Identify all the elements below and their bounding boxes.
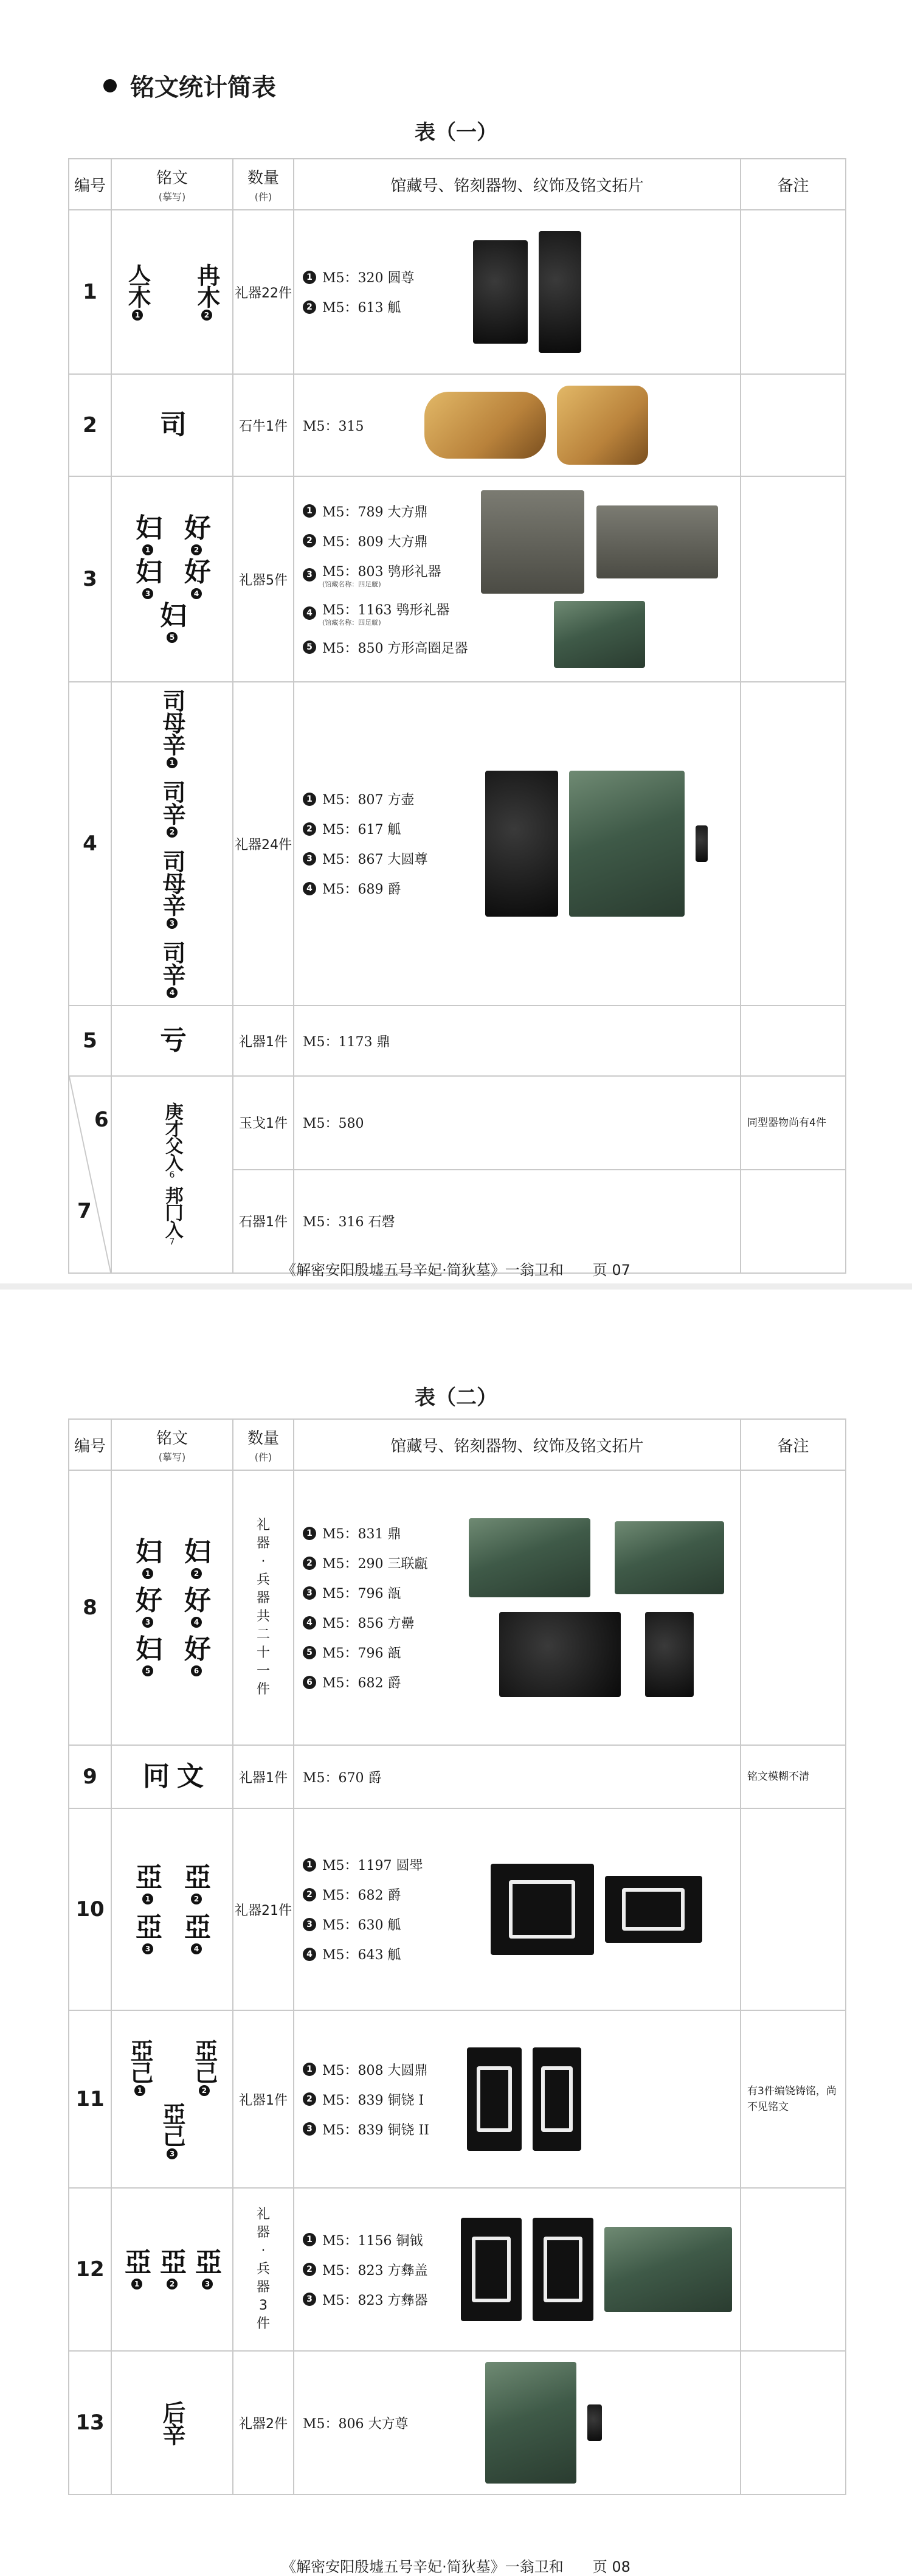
rubbing-image bbox=[696, 825, 708, 862]
inscription-drawing bbox=[111, 476, 233, 682]
note: 铭文模糊不清 bbox=[741, 1745, 846, 1808]
inscription-drawing bbox=[111, 682, 233, 1005]
note bbox=[741, 374, 846, 476]
header-inscription-label: 铭文 bbox=[156, 169, 188, 187]
glyph: 亞 4 bbox=[184, 1912, 209, 1953]
glyph: 妇 5 bbox=[160, 600, 184, 642]
row-number: 4 bbox=[69, 682, 111, 1005]
catalog-item: 5 M5：796 瓿 bbox=[303, 1643, 461, 1662]
catalog-item: 2 M5：682 爵 bbox=[303, 1885, 461, 1904]
table-row bbox=[69, 2188, 846, 2351]
row-number: 5 bbox=[69, 1005, 111, 1076]
table-row bbox=[69, 1745, 846, 1808]
rubbing-image bbox=[491, 1864, 594, 1955]
row-number: 9 bbox=[69, 1745, 111, 1808]
note: 同型器物尚有4件 bbox=[741, 1076, 846, 1170]
inscription-drawing bbox=[111, 1470, 233, 1745]
glyph: 妇 3 bbox=[136, 557, 160, 598]
glyph: 邦冂入 7 bbox=[161, 1186, 183, 1247]
row-number: 7 bbox=[77, 1199, 92, 1223]
catalog-item: 3 M5：867 大圆尊 bbox=[303, 849, 461, 868]
quantity: 石牛1件 bbox=[233, 374, 294, 476]
catalog-cell bbox=[294, 2010, 741, 2188]
inscription-table-1 bbox=[68, 158, 846, 1274]
table-row bbox=[69, 2010, 846, 2188]
catalog-cell bbox=[294, 1005, 741, 1076]
header-inscription bbox=[111, 1419, 233, 1470]
catalog-item: 3 M5：803 鸮形礼器 (馆藏名称：四足觥) bbox=[303, 561, 468, 589]
glyph: 亼木 1 bbox=[124, 263, 152, 319]
catalog-cell bbox=[294, 1808, 741, 2010]
note bbox=[741, 210, 846, 374]
quantity: 礼器22件 bbox=[233, 210, 294, 374]
catalog-item: 3 M5：823 方彝器 bbox=[303, 2290, 461, 2309]
inscription-table-2 bbox=[68, 1418, 846, 2495]
row-number: 2 bbox=[69, 374, 111, 476]
note bbox=[741, 476, 846, 682]
section-title-text: 铭文统计简表 bbox=[130, 74, 276, 102]
section-title bbox=[103, 68, 276, 103]
row-number: 6 bbox=[94, 1108, 109, 1132]
glyph: 亞己 1 bbox=[126, 2039, 154, 2095]
catalog-item: 2 M5：839 铜铙 I bbox=[303, 2090, 461, 2109]
catalog-item: 2 M5：823 方彝盖 bbox=[303, 2260, 461, 2279]
header-inscription-sub: (摹写) bbox=[158, 191, 186, 203]
catalog-cell bbox=[294, 2188, 741, 2351]
note bbox=[741, 682, 846, 1005]
row-number: 12 bbox=[69, 2188, 111, 2351]
catalog-item: M5：806 大方尊 bbox=[303, 2416, 409, 2432]
quantity: 礼器1件 bbox=[233, 2010, 294, 2188]
catalog-item: 1 M5：1197 圆斝 bbox=[303, 1855, 461, 1874]
header-note: 备注 bbox=[741, 1419, 846, 1470]
rubbing-image bbox=[533, 2047, 581, 2151]
rubbing-image bbox=[499, 1612, 621, 1697]
catalog-item: 1 M5：320 圆尊 bbox=[303, 268, 461, 286]
header-quantity bbox=[233, 1419, 294, 1470]
rubbing-image bbox=[485, 771, 558, 917]
bronze-vessel-photo bbox=[469, 1518, 590, 1597]
page-separator bbox=[0, 1283, 912, 1290]
bronze-zun-photo bbox=[569, 771, 685, 917]
bronze-zun-photo bbox=[485, 2362, 576, 2484]
catalog-item: M5：315 bbox=[303, 418, 364, 434]
header-quantity-label: 数量 bbox=[247, 169, 279, 187]
glyph: 妇 2 bbox=[184, 1536, 209, 1578]
inscription-drawing bbox=[111, 1076, 233, 1273]
header-quantity-label: 数量 bbox=[247, 1429, 279, 1448]
glyph: 亞 3 bbox=[136, 1912, 160, 1953]
inscription-drawing bbox=[111, 1745, 233, 1808]
glyph: 亏 bbox=[160, 1025, 184, 1056]
catalog-item: 2 M5：809 大方鼎 bbox=[303, 532, 468, 550]
note bbox=[741, 1470, 846, 1745]
glyph: 庚才父入 6 bbox=[161, 1102, 183, 1180]
header-note: 备注 bbox=[741, 159, 846, 210]
page-footer: 《解密安阳殷墟五号辛妃·简狄墓》一翁卫和 页 07 bbox=[282, 1262, 630, 1279]
note bbox=[741, 1808, 846, 2010]
header-catalog: 馆藏号、铭刻器物、纹饰及铭文拓片 bbox=[294, 159, 741, 210]
quantity: 玉戈1件 bbox=[233, 1076, 294, 1170]
note bbox=[741, 2351, 846, 2494]
glyph: 亞 1 bbox=[125, 2247, 149, 2288]
rubbing-image bbox=[467, 2047, 522, 2151]
page-08 bbox=[0, 1290, 912, 2573]
glyph: 好 2 bbox=[184, 513, 209, 554]
row-number: 13 bbox=[69, 2351, 111, 2494]
glyph: 司辛 4 bbox=[158, 941, 186, 997]
catalog-item: M5：580 bbox=[303, 1116, 364, 1132]
rubbing-image bbox=[473, 240, 528, 344]
glyph: 好 4 bbox=[184, 1585, 209, 1626]
rubbing-image bbox=[533, 2218, 593, 2321]
header-inscription-label: 铭文 bbox=[156, 1429, 188, 1448]
header-quantity bbox=[233, 159, 294, 210]
glyph: 司辛 2 bbox=[158, 780, 186, 836]
inscription-drawing bbox=[111, 2351, 233, 2494]
rubbing-image bbox=[539, 231, 581, 353]
bronze-vessel-photo bbox=[554, 601, 645, 668]
catalog-item: 1 M5：1156 铜钺 bbox=[303, 2231, 461, 2249]
catalog-item: 4 M5：689 爵 bbox=[303, 879, 461, 898]
row-number: 11 bbox=[69, 2010, 111, 2188]
catalog-item: 1 M5：789 大方鼎 bbox=[303, 502, 468, 521]
page-07 bbox=[0, 0, 912, 1283]
quantity: 礼器1件 bbox=[233, 1745, 294, 1808]
bronze-ding-photo bbox=[481, 490, 584, 594]
table-row bbox=[69, 374, 846, 476]
catalog-item: 1 M5：808 大圆鼎 bbox=[303, 2060, 461, 2079]
glyph: 妇 1 bbox=[136, 513, 160, 554]
table-row bbox=[69, 210, 846, 374]
inscription-drawing bbox=[111, 374, 233, 476]
catalog-item: 6 M5：682 爵 bbox=[303, 1673, 461, 1692]
catalog-cell bbox=[294, 2351, 741, 2494]
stone-ox-photo bbox=[424, 392, 546, 459]
glyph: 司母辛 3 bbox=[158, 850, 186, 928]
row-number-6-7 bbox=[69, 1076, 111, 1273]
rubbing-image bbox=[605, 1876, 702, 1943]
glyph: 好 6 bbox=[184, 1634, 209, 1675]
glyph: 亞己 3 bbox=[158, 2102, 186, 2158]
inscription-drawing bbox=[111, 2188, 233, 2351]
bronze-yue-axe-photo bbox=[604, 2227, 732, 2312]
quantity: 礼器·兵器3件 bbox=[233, 2188, 294, 2351]
glyph: 亞 2 bbox=[160, 2247, 184, 2288]
rubbing-image bbox=[461, 2218, 522, 2321]
table-row bbox=[69, 1005, 846, 1076]
header-inscription-sub: (摹写) bbox=[158, 1451, 186, 1463]
header-quantity-sub: (件) bbox=[254, 191, 272, 203]
glyph: 好 3 bbox=[136, 1585, 160, 1626]
quantity: 石器1件 bbox=[233, 1170, 294, 1273]
catalog-item: M5：670 爵 bbox=[303, 1770, 382, 1786]
quantity: 礼器21件 bbox=[233, 1808, 294, 2010]
row-number: 10 bbox=[69, 1808, 111, 2010]
catalog-item: 3 M5：630 觚 bbox=[303, 1915, 461, 1934]
inscription-drawing bbox=[111, 210, 233, 374]
catalog-item: M5：316 石磬 bbox=[303, 1215, 395, 1231]
catalog-cell bbox=[294, 210, 741, 374]
catalog-item: 1 M5：831 鼎 bbox=[303, 1524, 461, 1543]
catalog-cell bbox=[294, 1470, 741, 1745]
header-quantity-sub: (件) bbox=[254, 1451, 272, 1463]
rubbing-image bbox=[645, 1612, 694, 1697]
glyph: 文 bbox=[177, 1761, 201, 1792]
glyph: 妇 5 bbox=[136, 1634, 160, 1675]
table-row bbox=[69, 1470, 846, 1745]
quantity: 礼器5件 bbox=[233, 476, 294, 682]
catalog-cell bbox=[294, 1745, 741, 1808]
bronze-ding-photo bbox=[596, 505, 718, 578]
table-row bbox=[69, 2351, 846, 2494]
row-number: 3 bbox=[69, 476, 111, 682]
glyph: 冋 bbox=[143, 1761, 167, 1792]
glyph: 亞己 2 bbox=[190, 2039, 218, 2095]
catalog-item: 1 M5：807 方壶 bbox=[303, 790, 461, 808]
table-row bbox=[69, 1808, 846, 2010]
inscription-drawing bbox=[111, 1005, 233, 1076]
catalog-cell bbox=[294, 476, 741, 682]
header-inscription bbox=[111, 159, 233, 210]
catalog-item: 3 M5：839 铜铙 II bbox=[303, 2120, 461, 2139]
glyph: 司 bbox=[160, 409, 184, 440]
row-number: 8 bbox=[69, 1470, 111, 1745]
catalog-cell bbox=[294, 1076, 741, 1170]
table-row bbox=[69, 476, 846, 682]
note bbox=[741, 1005, 846, 1076]
table-2-caption: 表（二） bbox=[415, 1386, 497, 1410]
note: 有3件编铙铸铭，尚不见铭文 bbox=[741, 2010, 846, 2188]
glyph: 冉木 2 bbox=[193, 263, 221, 319]
catalog-cell bbox=[294, 682, 741, 1005]
catalog-item: 5 M5：850 方形高圈足器 bbox=[303, 638, 468, 657]
row-number: 1 bbox=[69, 210, 111, 374]
table-row bbox=[69, 682, 846, 1005]
catalog-item: 4 M5：1163 鸮形礼器 (馆藏名称：四足觥) bbox=[303, 600, 468, 627]
table-1-caption: 表（一） bbox=[415, 120, 497, 145]
glyph: 亞 2 bbox=[184, 1862, 209, 1903]
glyph: 妇 1 bbox=[136, 1536, 160, 1578]
catalog-item: 2 M5：613 觚 bbox=[303, 297, 461, 316]
stone-ox-photo bbox=[557, 386, 648, 465]
glyph: 亞 3 bbox=[195, 2247, 219, 2288]
inscription-drawing bbox=[111, 1808, 233, 2010]
note bbox=[741, 2188, 846, 2351]
bronze-vessel-photo bbox=[615, 1521, 724, 1594]
catalog-item: 4 M5：856 方罍 bbox=[303, 1613, 461, 1632]
header-num: 编号 bbox=[69, 1419, 111, 1470]
glyph: 亞 1 bbox=[136, 1862, 160, 1903]
table-row bbox=[69, 1076, 846, 1170]
rubbing-image bbox=[587, 2404, 602, 2441]
catalog-item: 2 M5：617 觚 bbox=[303, 819, 461, 838]
glyph: 后辛 bbox=[158, 2401, 186, 2445]
header-catalog: 馆藏号、铭刻器物、纹饰及铭文拓片 bbox=[294, 1419, 741, 1470]
header-num: 编号 bbox=[69, 159, 111, 210]
quantity: 礼器1件 bbox=[233, 1005, 294, 1076]
quantity: 礼器2件 bbox=[233, 2351, 294, 2494]
inscription-drawing bbox=[111, 2010, 233, 2188]
table-header-row bbox=[69, 159, 846, 210]
catalog-item: 4 M5：643 觚 bbox=[303, 1945, 461, 1963]
catalog-item: 2 M5：290 三联甗 bbox=[303, 1554, 461, 1572]
catalog-item: M5：1173 鼎 bbox=[303, 1034, 390, 1050]
table-header-row bbox=[69, 1419, 846, 1470]
glyph: 好 4 bbox=[184, 557, 209, 598]
quantity: 礼器24件 bbox=[233, 682, 294, 1005]
quantity: 礼器·兵器共二十一件 bbox=[233, 1470, 294, 1745]
page-footer: 《解密安阳殷墟五号辛妃·简狄墓》一翁卫和 页 08 bbox=[282, 2558, 630, 2575]
catalog-item: 3 M5：796 瓿 bbox=[303, 1583, 461, 1602]
catalog-cell bbox=[294, 374, 741, 476]
glyph: 司母辛 1 bbox=[158, 689, 186, 767]
bullet-dot-icon bbox=[103, 79, 117, 92]
